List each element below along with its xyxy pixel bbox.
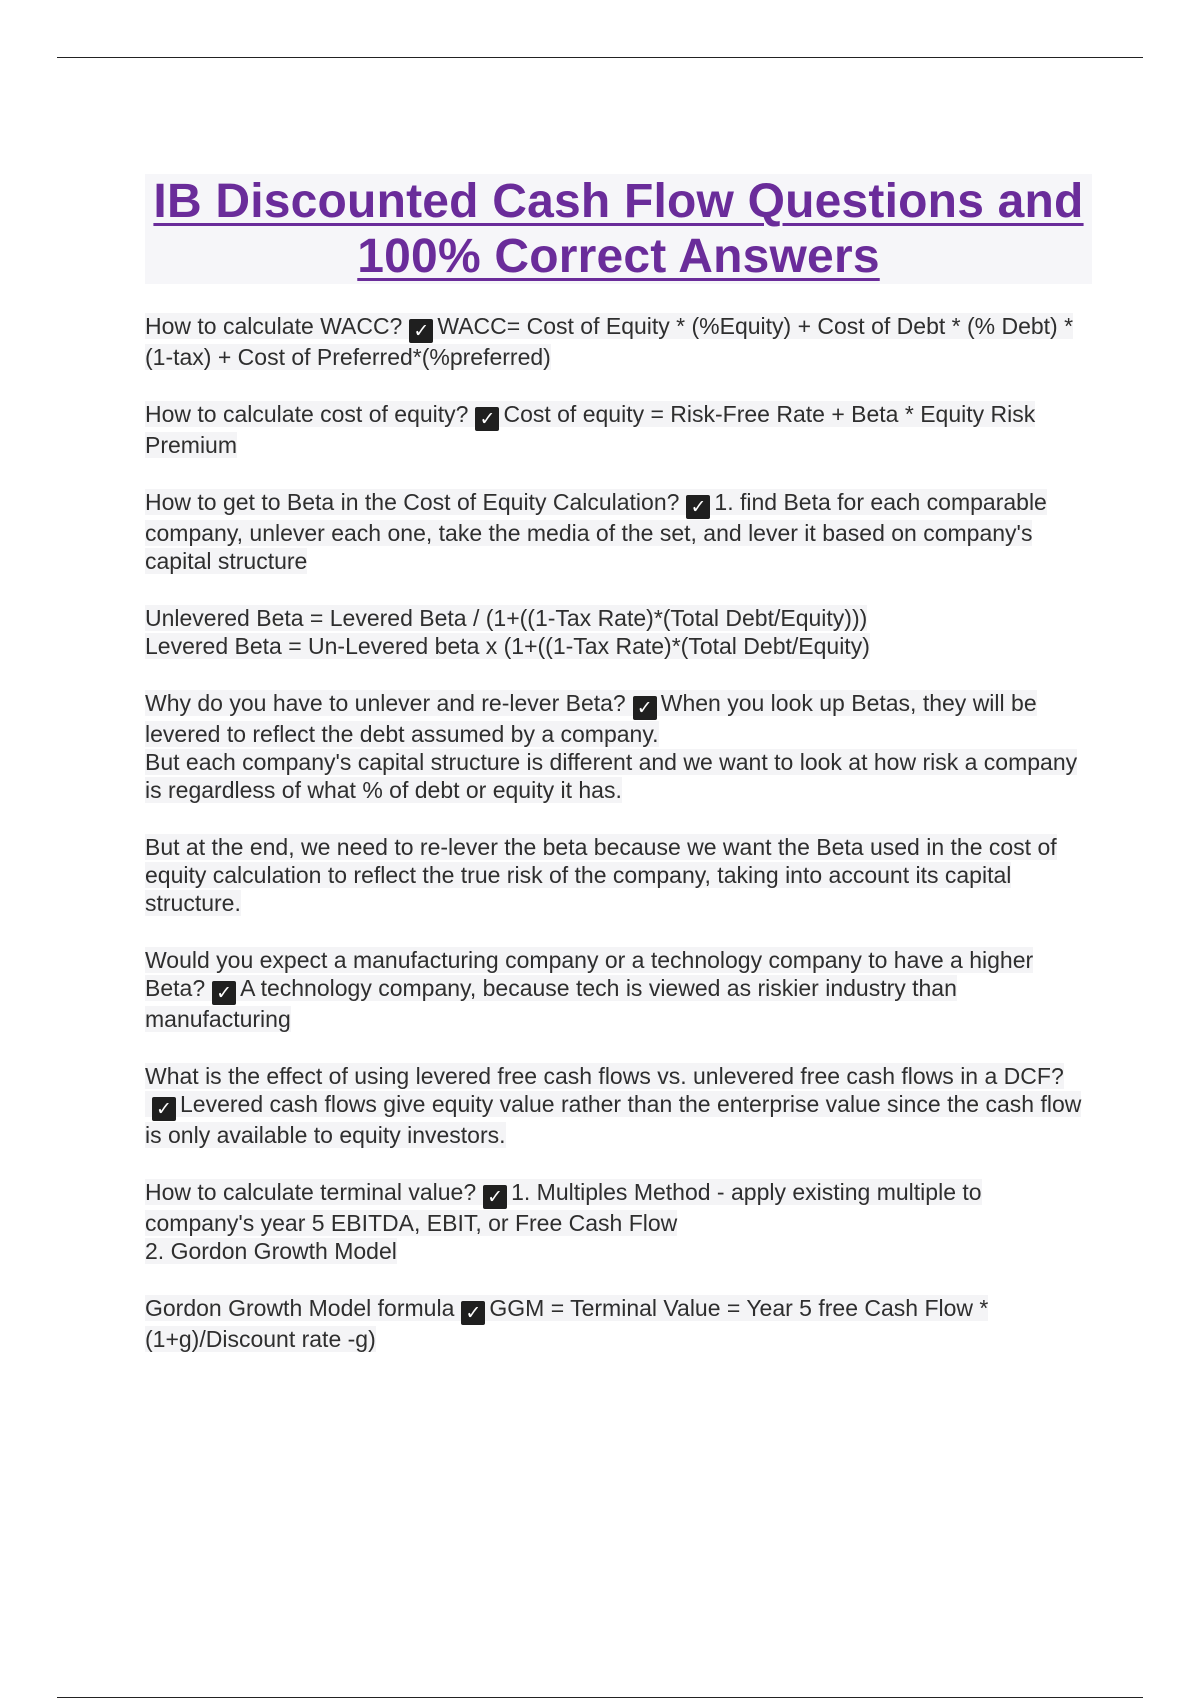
qa-item-gordon-growth	[145, 1294, 1095, 1353]
question-text: Would you expect a manufacturing company or a technology company to have a higher Beta?	[145, 947, 1034, 1001]
answer-text: 1. Multiples Method - apply existing multiple to company's year 5 EBITDA, EBIT, or Free Cash Flow	[145, 1179, 982, 1236]
qa-item-cost-of-equity	[145, 400, 1095, 459]
relever-note	[145, 833, 1095, 917]
check-icon: ✓	[483, 1185, 507, 1209]
answer-text-continued: 2. Gordon Growth Model	[145, 1238, 397, 1264]
header-rule	[57, 57, 1143, 58]
check-icon: ✓	[461, 1301, 485, 1325]
answer-text: When you look up Betas, they will be levered to reflect the debt assumed by a company.	[145, 690, 1037, 747]
qa-item-wacc	[145, 312, 1095, 371]
levered-beta-formula: Levered Beta = Un-Levered beta x (1+((1-Tax Rate)*(Total Debt/Equity)	[145, 633, 870, 659]
question-text: What is the effect of using levered free cash flows vs. unlevered free cash flows in a DCF?	[145, 1063, 1064, 1089]
question-text: How to calculate WACC?	[145, 313, 403, 339]
answer-text: GGM = Terminal Value = Year 5 free Cash Flow * (1+g)/Discount rate -g)	[145, 1295, 989, 1352]
answer-text: Cost of equity = Risk-Free Rate + Beta * Equity Risk Premium	[145, 401, 1036, 458]
answer-text: WACC= Cost of Equity * (%Equity) + Cost of Debt * (% Debt) *(1-tax) + Cost of Preferred*(%preferred)	[145, 313, 1074, 370]
answer-text: A technology company, because tech is viewed as riskier industry than manufacturing	[145, 975, 957, 1032]
check-icon: ✓	[633, 696, 657, 720]
qa-item-terminal-value	[145, 1178, 1095, 1265]
question-text: How to get to Beta in the Cost of Equity Calculation?	[145, 489, 680, 515]
question-text: How to calculate terminal value?	[145, 1179, 477, 1205]
qa-item-manufacturing-vs-tech	[145, 946, 1095, 1033]
question-text: Gordon Growth Model formula	[145, 1295, 455, 1321]
answer-text: 1. find Beta for each comparable company, unlever each one, take the media of the set, and lever it based on company's capital structure	[145, 489, 1047, 574]
qa-content	[145, 312, 1095, 1382]
page-title-line-1: IB Discounted Cash Flow Questions and	[153, 175, 1084, 228]
page-title	[145, 174, 1092, 284]
qa-item-levered-fcf	[145, 1062, 1095, 1149]
answer-text-continued: But each company's capital structure is different and we want to look at how risk a company is regardless of what % of debt or equity it has.	[145, 749, 1078, 803]
qa-item-relever	[145, 689, 1095, 804]
check-icon: ✓	[152, 1097, 176, 1121]
beta-formulas	[145, 604, 1095, 660]
check-icon: ✓	[475, 407, 499, 431]
relever-note-text: But at the end, we need to re-lever the beta because we want the Beta used in the cost of equity calculation to reflect the true risk of the company, taking into account its capital structure.	[145, 834, 1057, 916]
check-icon: ✓	[686, 495, 710, 519]
unlevered-beta-formula: Unlevered Beta = Levered Beta / (1+((1-Tax Rate)*(Total Debt/Equity)))	[145, 605, 868, 631]
qa-item-beta	[145, 488, 1095, 575]
page-title-line-2: 100% Correct Answers	[357, 230, 880, 283]
footer-rule	[57, 1697, 1143, 1698]
question-text: Why do you have to unlever and re-lever Beta?	[145, 690, 626, 716]
check-icon: ✓	[212, 981, 236, 1005]
check-icon: ✓	[409, 319, 433, 343]
answer-text: Levered cash flows give equity value rather than the enterprise value since the cash flow is only available to equity investors.	[145, 1091, 1082, 1148]
question-text: How to calculate cost of equity?	[145, 401, 469, 427]
